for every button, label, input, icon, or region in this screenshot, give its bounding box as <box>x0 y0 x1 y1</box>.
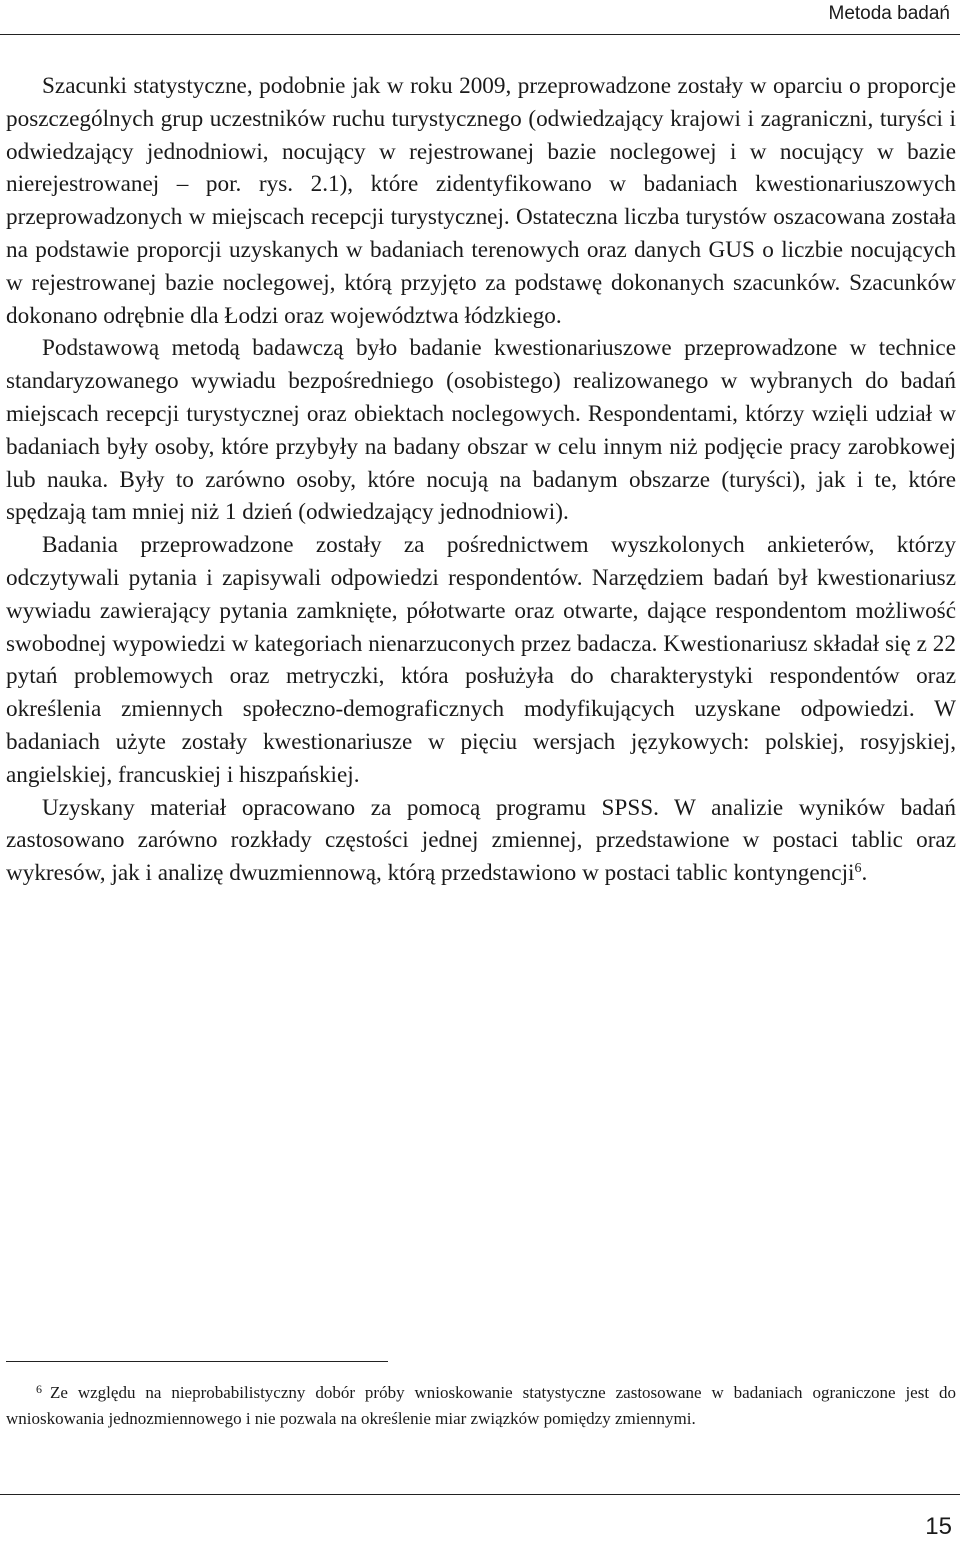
footer-divider <box>0 1494 960 1495</box>
paragraph-2: Podstawową metodą badawczą było badanie kwestionariuszowe przeprowadzone w technice standaryzowanego wywiadu bezpośredniego (osobistego) realizowanego w wybranych do badań miejscach recepcji turystycznej oraz obiektach noclegowych. Respondentami, którzy wzięli udział w badaniach były osoby, które przybyły na badany obszar w celu innym niż podjęcie pracy zarobkowej lub nauka. Były to zarówno osoby, które nocują na badanym obszarze (turyści), jak i te, które spędzają tam mniej niż 1 dzień (odwiedzający jednodniowi). <box>6 335 956 526</box>
footnote-reference[interactable]: 6 <box>854 861 862 877</box>
paragraph-3: Badania przeprowadzone zostały za pośrednictwem wyszkolonych ankieterów, którzy odczytywali pytania i zapisywali odpowiedzi respondentów. Narzędziem badań był kwestionariusz wywiadu zawierający pytania zamknięte, półotwarte oraz otwarte, dające respondentom możliwość swobodnej wypowiedzi w kategoriach nienarzuconych przez badacza. Kwestionariusz składał się z 22 pytań problemowych oraz metryczki, która posłużyła do charakterystyki respondentów oraz określenia zmiennych społeczno-demograficznych modyfikujących uzyskane odpowiedzi. W badaniach użyte zostały kwestionariusze w pięciu wersjach językowych: polskiej, rosyjskiej, angielskiej, francuskiej i hiszpańskiej. <box>6 532 956 788</box>
footnote-number: 6 <box>36 1382 42 1396</box>
footnote-divider <box>6 1361 388 1362</box>
paragraph-4-text: Uzyskany materiał opracowano za pomocą programu SPSS. W analizie wyników badań zastosowano zarówno rozkłady częstości jednej zmiennej, przedstawione w postaci tablic oraz wykresów, jak i analizę dwuzmiennową, którą przedstawiono w postaci tablic kontyngencji <box>6 794 956 887</box>
body-text <box>6 70 956 890</box>
header-divider <box>0 34 960 35</box>
running-header: Metoda badań <box>828 3 950 24</box>
page-number: 15 <box>925 1513 952 1540</box>
paragraph-1: Szacunki statystyczne, podobnie jak w roku 2009, przeprowadzone zostały w oparciu o proporcje poszczególnych grup uczestników ruchu turystycznego (odwiedzający krajowi i zagraniczni, turyści i odwiedzający jednodniowi, nocujący w rejestrowanej bazie noclegowej i w nocujący w bazie nierejestrowanej – por. rys. 2.1), które zidentyfikowano w badaniach kwestionariuszowych przeprowadzonych w miejscach recepcji turystycznej. Ostateczna liczba turystów oszacowana została na podstawie proporcji uzyskanych w badaniach terenowych oraz danych GUS o liczbie nocujących w rejestrowanej bazie noclegowej, którą przyjęto za podstawę dokonanych szacunków. Szacunków dokonano odrębnie dla Łodzi oraz województwa łódzkiego. <box>6 73 956 329</box>
paragraph-4 <box>6 792 956 890</box>
paragraph-4-end: . <box>861 860 868 887</box>
footnote <box>6 1380 956 1432</box>
footnote-text: Ze względu na nieprobabilistyczny dobór próby wnioskowanie statystyczne zastosowane w badaniach ograniczone jest do wnioskowania jednozmiennowego i nie pozwala na określenie miar związków pomiędzy zmiennymi. <box>6 1383 956 1428</box>
